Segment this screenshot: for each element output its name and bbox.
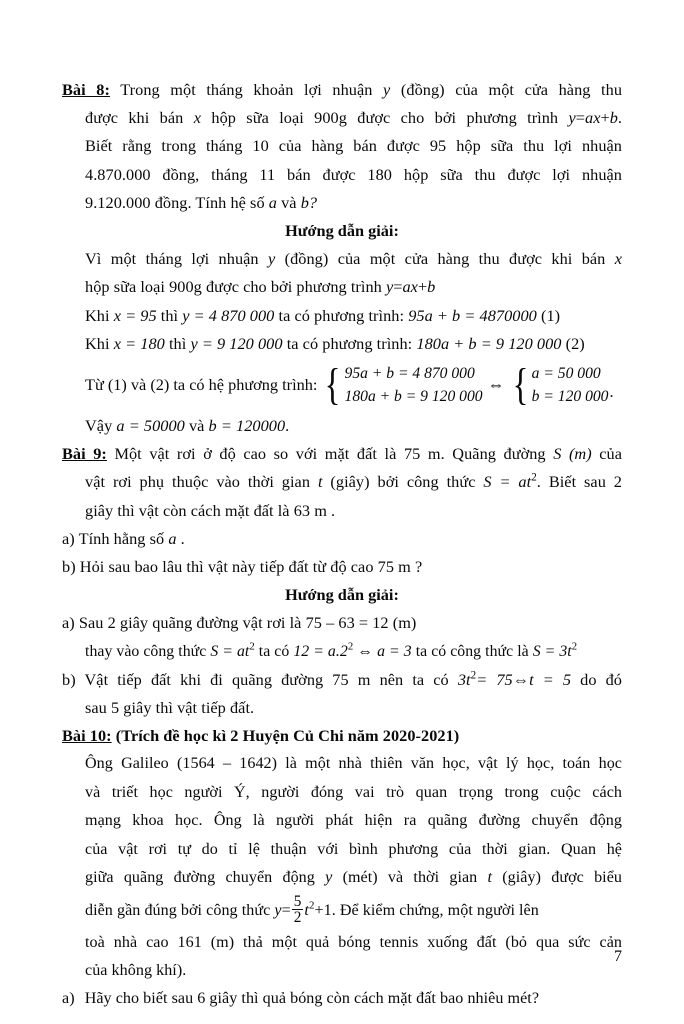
exercise-8-conclusion: [62, 412, 622, 440]
ex9-sol-b-eq-exp: 2: [470, 669, 477, 682]
ex9-item-b-marker: b): [62, 557, 76, 577]
equation-period: .: [617, 108, 623, 128]
exercise-10-source: (Trích đề học kì 2 Huyện Củ Chi năm 2020-2021): [115, 726, 460, 746]
concl-a: a = 50000: [116, 416, 185, 436]
ex9-sol-b-pre: Vật tiếp đất khi đi quãng đường 75 m nên ta có: [84, 669, 449, 689]
ex9-sol-a-text: Sau 2 giây quãng đường vật rơi là 75 – 63 = 12 (m): [78, 613, 417, 633]
ex9-item-b-tail: 75 m ?: [377, 557, 423, 577]
exercise-10-body-line-4: [62, 836, 622, 864]
exercise-10-formula-line: [62, 893, 622, 929]
exercise-8-statement-line-4: [62, 161, 622, 189]
ex10-formula-post: Để kiểm chứng, một người lên: [339, 901, 539, 919]
khi2-x: x = 180: [113, 333, 165, 353]
sol8-eq-equals: =: [393, 277, 403, 297]
equation-y: y: [568, 108, 576, 128]
ex9-sol-a2-S-exp: 2: [249, 640, 255, 653]
exercise-9-sol-a-line-2: [62, 638, 622, 666]
exercise-8-solution-line-1: [62, 245, 622, 273]
khi2-y: y = 9 120 000: [190, 333, 283, 353]
ex9-t4: vật rơi phụ thuộc vào thời gian: [85, 472, 311, 492]
khi1-khi: Khi: [85, 305, 110, 325]
exercise-8-text-7: 9.120.000 đồng. Tính hệ số: [85, 192, 265, 212]
ex10-l5: giữa quãng đường chuyển động: [85, 869, 315, 887]
exercise-10-body-line-5: [62, 864, 622, 892]
system-right-row-2: b = 120 000: [531, 388, 609, 406]
ex9-75m: 75 m: [403, 444, 441, 464]
ex9-t6: . Biết sau 2: [536, 472, 622, 492]
exercise-8-text-4: hộp sữa loại 900g được cho bởi phương trình: [211, 108, 559, 128]
ex9-sol-b-eq: [458, 670, 513, 689]
ex10-formula-eq: =: [281, 901, 291, 919]
khi2-num: (2): [565, 333, 585, 353]
left-brace-icon: {: [325, 360, 341, 410]
khi2-thi: thì: [168, 333, 187, 353]
ex9-sol-a2-eq-exp: 2: [347, 640, 354, 653]
ex9-sol-b-t: t = 5: [529, 669, 572, 689]
ex9-sol-b2: sau 5 giây thì vật tiếp đất.: [85, 698, 255, 718]
ex9-sol-a2-mid: ta có: [258, 642, 290, 660]
khi1-x: x = 95: [113, 305, 157, 325]
exercise-10-label: Bài 10:: [62, 726, 112, 746]
exercise-8-text-2: (đồng) của một cửa hàng thu: [400, 80, 623, 99]
ex9-var-t: t: [317, 472, 323, 492]
ex9-item-a-var: a: [168, 528, 177, 548]
system-right: [510, 362, 609, 408]
ex9-sol-a2-final-exp: 2: [571, 640, 578, 653]
ex10-l6: toà nhà cao 161 (m) thả một quả bóng tennis xuống đất (bỏ qua sức cản: [85, 933, 622, 951]
ex9-sol-a2-S-text: S = at: [210, 642, 250, 660]
ex10-item-a-text: Hãy cho biết sau 6 giây thì quả bóng còn cách mặt đất bao nhiêu mét?: [84, 990, 540, 1008]
exercise-8-statement-line-2: [62, 104, 622, 132]
concl-b: b = 120000: [208, 416, 286, 436]
page-content: [62, 76, 622, 1014]
sol8-var-y: y: [267, 249, 276, 269]
exercise-8-coef-and: và: [281, 192, 297, 212]
exercise-10-body-line-2: [62, 779, 622, 807]
exercise-9-item-b: [62, 553, 622, 581]
system-trailing-dot: .: [609, 381, 614, 401]
exercise-9-sol-a-line-1: [62, 609, 622, 637]
right-brace-icon: {: [512, 360, 529, 410]
ex9-S-m: S (m): [553, 444, 592, 464]
ex10-item-a-marker: a): [62, 990, 75, 1008]
ex9-t5: (giây) bởi công thức: [330, 472, 476, 492]
ex9-formula-S: [483, 472, 536, 491]
system-left-row-1: 95a + b = 4 870 000: [344, 365, 475, 383]
ex10-fraction-numerator: 5: [293, 892, 302, 910]
ex10-formula: [274, 892, 339, 927]
exercise-10: [62, 722, 622, 1013]
ex9-item-a-marker: a): [62, 528, 75, 548]
ex10-formula-pre: diễn gần đúng bởi công thức: [85, 901, 271, 919]
sol8-text-1: Vì một tháng lợi nhuận: [85, 249, 259, 269]
ex9-item-b-text: Hỏi sau bao lâu thì vật này tiếp đất từ độ cao: [79, 557, 374, 577]
exercise-8-khi-line-1: [62, 302, 622, 330]
exercise-8-text-5: Biết rằng trong tháng 10 của hàng bán được 95 hộp sữa thu lợi nhuận: [85, 136, 622, 156]
khi2-eq: 180a + b = 9 120 000: [416, 333, 562, 353]
ex9-t1: Một vật rơi ở độ cao so với mặt đất là: [114, 444, 397, 464]
ex9-sol-b-eq-text: 3t: [457, 669, 471, 689]
system-right-row-1: a = 50 000: [531, 365, 601, 383]
exercise-8: [62, 76, 622, 440]
exercise-8-solution-line-2: [62, 273, 622, 301]
khi1-thi: thì: [160, 305, 179, 325]
exercise-8-statement-line-1: [62, 76, 622, 104]
khi1-tac: ta có phương trình:: [278, 305, 405, 325]
ex10-formula-plus1: +1.: [314, 901, 336, 919]
exercise-9-item-a: [62, 525, 622, 553]
exercise-8-system-row: [62, 362, 622, 408]
exercise-8-statement-line-3: [62, 132, 622, 160]
sol8-eq-y: y: [385, 277, 394, 297]
ex9-sol-b-marker: b): [62, 669, 76, 689]
exercise-8-coef-b: b?: [300, 192, 318, 212]
ex10-after-t: (giây) được biểu: [502, 869, 622, 887]
ex9-t3: của: [599, 444, 623, 464]
ex9-t7: giây thì vật còn cách mặt đất là 63 m .: [85, 500, 336, 520]
system-left-row-2: 180a + b = 9 120 000: [344, 388, 483, 406]
equation-b: b: [609, 108, 618, 128]
equation-equals: =: [575, 108, 586, 128]
ex9-t2: . Quãng đường: [440, 444, 546, 464]
ex9-sol-a2-pre: thay vào công thức: [85, 642, 207, 660]
khi2-khi: Khi: [85, 333, 110, 353]
exercise-9-label: Bài 9:: [62, 444, 107, 464]
equation-plus: +: [600, 108, 610, 128]
ex10-formula-t: t: [304, 901, 309, 919]
exercise-8-var-y: y: [383, 80, 391, 99]
khi1-y: y = 4 870 000: [182, 305, 275, 325]
concl-va: và: [188, 416, 205, 436]
exercise-10-body-line-3: [62, 807, 622, 835]
exercise-9-statement-line-1: [62, 440, 622, 468]
ex9-formula-exp: 2: [531, 472, 537, 485]
exercise-8-text-1: Trong một tháng khoản lợi nhuận: [120, 80, 373, 99]
ex9-sol-a-marker: a): [62, 613, 75, 633]
ex10-fraction-denominator: 2: [293, 909, 302, 927]
exercise-9-sol-b-line-1: [62, 666, 622, 694]
exercise-8-statement-line-5: [62, 189, 622, 217]
exercise-10-item-a: [62, 985, 622, 1013]
exercise-10-heading: [62, 722, 622, 750]
page-number: 7: [614, 948, 622, 965]
sol8-text-2: (đồng) của một cửa hàng thu được khi bán: [284, 249, 606, 269]
sol8-text-3: hộp sữa loại 900g được cho bởi phương trình: [85, 277, 382, 297]
ex10-l1: Ông Galileo (1564 – 1642) là một nhà thiên văn học, vật lý học, toán học: [85, 755, 622, 773]
ex9-sol-b-eq2: = 75: [476, 669, 513, 689]
khi1-eq: 95a + b = 4870000: [408, 305, 537, 325]
ex10-formula-y: y: [274, 901, 282, 919]
ex9-sol-a2-final: [532, 640, 578, 660]
iff-symbol: ⇔: [487, 374, 505, 394]
sol8-var-x: x: [614, 249, 623, 269]
ex10-var-y: y: [325, 869, 333, 887]
sol8-equation: [386, 277, 435, 296]
exercise-8-coef-a: a: [268, 192, 277, 212]
exercise-9: [62, 440, 622, 722]
ex10-formula-exp: 2: [308, 899, 315, 912]
ex10-l7: của không khí).: [85, 961, 187, 979]
ex9-sol-a2-final-text: S = 3t: [532, 642, 572, 660]
ex9-sol-a2-a: a = 3: [377, 642, 412, 660]
exercise-8-text-3: được khi bán: [85, 108, 184, 128]
ex10-var-t: t: [487, 869, 493, 887]
sol8-eq-ax: ax: [402, 277, 418, 297]
concl-dot: .: [285, 416, 290, 436]
sol8-eq-plus: +: [417, 277, 428, 297]
exercise-8-khi-line-2: [62, 330, 622, 358]
ex9-sol-b-post: do đó: [580, 669, 622, 689]
ex9-formula-S-text: S = at: [483, 472, 532, 492]
exercise-10-body-line-1: [62, 750, 622, 778]
equation-ax: ax: [585, 108, 601, 128]
ex9-sol-a2-iff: ⇔: [357, 642, 374, 660]
ex9-sol-a2-post: ta có công thức là: [415, 642, 529, 660]
ex9-sol-a2-S: [210, 640, 255, 660]
exercise-8-var-x: x: [193, 108, 201, 128]
exercise-9-statement-line-3: [62, 497, 622, 525]
ex10-fraction: [292, 894, 304, 926]
system-left: [322, 362, 482, 408]
ex9-sol-a2-eq: [293, 640, 354, 660]
ex9-item-a-text: Tính hằng số: [78, 528, 165, 548]
sol8-eq-b: b: [427, 277, 436, 297]
exercise-9-statement-line-2: [62, 468, 622, 496]
exercise-8-guide-heading: Hướng dẫn giải:: [285, 221, 399, 241]
exercise-9-guide-heading: Hướng dẫn giải:: [285, 585, 399, 605]
ex9-sol-b-iff: ⇔: [512, 669, 530, 689]
exercise-9-sol-b-line-2: [62, 694, 622, 722]
ex9-sol-a2-eq-text: 12 = a.2: [293, 642, 348, 660]
concl-vay: Vậy: [85, 416, 113, 436]
khi1-num: (1): [540, 305, 561, 325]
exercise-8-equation: [569, 108, 623, 127]
ex10-l2: và triết học người Ý, người đóng vai trò quan trọng trong cuộc cách: [85, 783, 622, 801]
ex10-after-y: (mét) và thời gian: [342, 869, 478, 887]
ex9-item-a-dot: .: [180, 528, 185, 548]
khi2-tac: ta có phương trình:: [286, 333, 413, 353]
ex10-l4: của vật rơi tự do tỉ lệ thuận với bình phương của thời gian. Quan hệ: [85, 840, 622, 858]
ex10-l3: mạng khoa học. Ông là người phát hiện ra quãng đường chuyển động: [85, 812, 622, 830]
system-lead: Từ (1) và (2) ta có hệ phương trình:: [85, 374, 318, 394]
exercise-8-label: Bài 8:: [62, 80, 110, 99]
exercise-8-text-6: 4.870.000 đồng, tháng 11 bán được 180 hộp sữa thu được lợi nhuận: [85, 164, 622, 184]
